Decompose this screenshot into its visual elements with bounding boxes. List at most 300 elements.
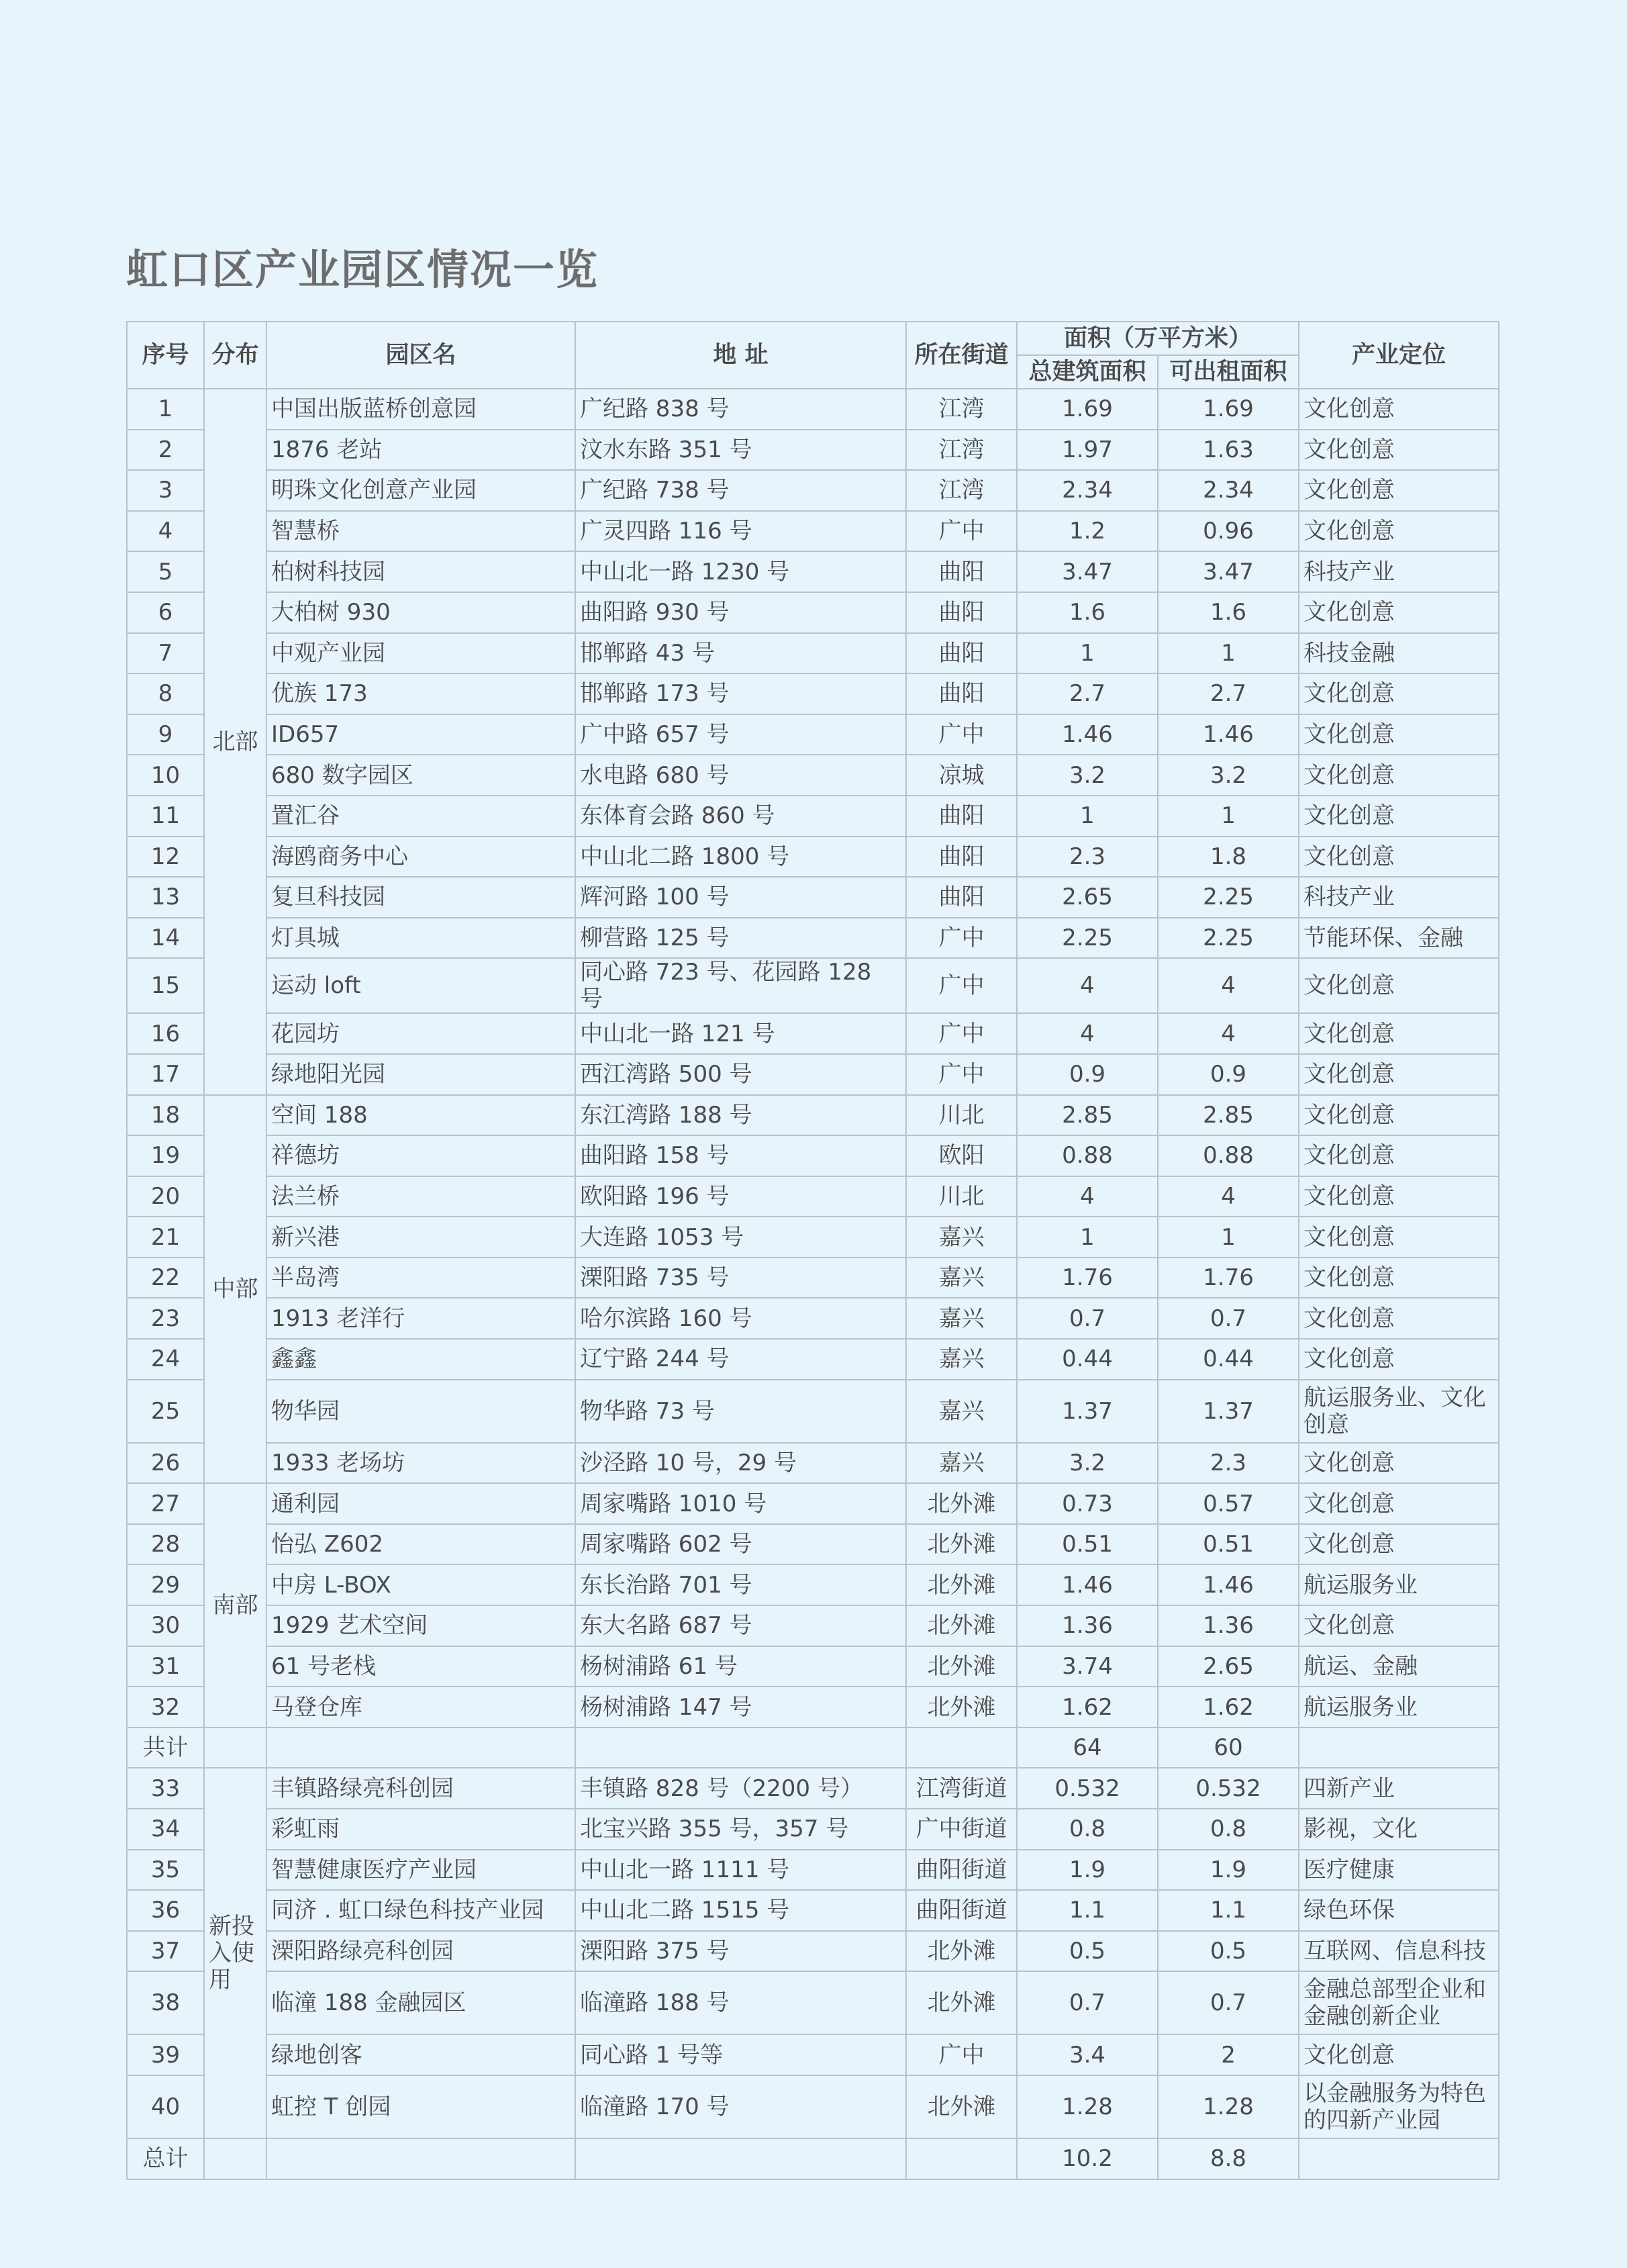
header-region: 分布 [204, 322, 266, 389]
row-park-name: 1929 艺术空间 [266, 1605, 575, 1646]
table-row [127, 673, 1499, 714]
table-row [127, 1850, 1499, 1891]
row-industry: 文化创意 [1299, 389, 1499, 430]
subtotal-row [127, 1728, 1499, 1768]
grand-total-row-empty [204, 2138, 266, 2179]
header-address: 地 址 [575, 322, 906, 389]
row-industry: 文化创意 [1299, 958, 1499, 1013]
row-total-area: 4 [1017, 1176, 1158, 1217]
row-total-area: 1.37 [1017, 1380, 1158, 1443]
row-total-area: 1.9 [1017, 1850, 1158, 1891]
subtotal-row-empty [204, 1728, 266, 1768]
row-rentable-area: 1.6 [1158, 592, 1299, 633]
row-street: 嘉兴 [906, 1443, 1017, 1484]
row-industry: 文化创意 [1299, 1054, 1499, 1095]
row-rentable-area: 0.9 [1158, 1054, 1299, 1095]
row-rentable-area: 2 [1158, 2034, 1299, 2075]
row-seq: 15 [127, 958, 204, 1013]
table-row [127, 1971, 1499, 2034]
row-seq: 18 [127, 1095, 204, 1136]
row-address: 大连路 1053 号 [575, 1217, 906, 1258]
row-address: 广灵四路 116 号 [575, 511, 906, 552]
row-rentable-area: 2.7 [1158, 673, 1299, 714]
row-park-name: 运动 loft [266, 958, 575, 1013]
row-street: 北外滩 [906, 1564, 1017, 1605]
table-row [127, 1013, 1499, 1054]
row-street: 北外滩 [906, 2075, 1017, 2138]
row-rentable-area: 1.46 [1158, 1564, 1299, 1605]
row-park-name: 祥德坊 [266, 1135, 575, 1176]
row-total-area: 1.36 [1017, 1605, 1158, 1646]
row-seq: 32 [127, 1687, 204, 1728]
row-address: 广中路 657 号 [575, 714, 906, 755]
row-industry: 文化创意 [1299, 1258, 1499, 1298]
row-industry: 影视，文化 [1299, 1809, 1499, 1850]
row-address: 曲阳路 930 号 [575, 592, 906, 633]
table-row [127, 1687, 1499, 1728]
row-address: 丰镇路 828 号（2200 号） [575, 1768, 906, 1809]
header-street: 所在街道 [906, 322, 1017, 389]
row-total-area: 1.2 [1017, 511, 1158, 552]
row-seq: 1 [127, 389, 204, 430]
row-park-name: 柏树科技园 [266, 551, 575, 592]
row-total-area: 0.7 [1017, 1298, 1158, 1339]
row-rentable-area: 1.62 [1158, 1687, 1299, 1728]
row-seq: 8 [127, 673, 204, 714]
row-park-name: 置汇谷 [266, 796, 575, 837]
subtotal-row-empty [575, 1728, 906, 1768]
row-total-area: 0.7 [1017, 1971, 1158, 2034]
row-rentable-area: 3.2 [1158, 755, 1299, 796]
row-address: 东大名路 687 号 [575, 1605, 906, 1646]
row-seq: 22 [127, 1258, 204, 1298]
row-seq: 40 [127, 2075, 204, 2138]
row-address: 曲阳路 158 号 [575, 1135, 906, 1176]
row-industry: 文化创意 [1299, 714, 1499, 755]
row-region: 新投入使用 [204, 1768, 266, 2138]
row-address: 溧阳路 375 号 [575, 1931, 906, 1972]
row-park-name: 680 数字园区 [266, 755, 575, 796]
row-rentable-area: 2.85 [1158, 1095, 1299, 1136]
row-park-name: 优族 173 [266, 673, 575, 714]
row-park-name: 61 号老栈 [266, 1646, 575, 1687]
row-rentable-area: 1.69 [1158, 389, 1299, 430]
table-body [127, 389, 1499, 2179]
row-total-area: 0.44 [1017, 1339, 1158, 1380]
row-rentable-area: 0.532 [1158, 1768, 1299, 1809]
row-seq: 24 [127, 1339, 204, 1380]
row-park-name: 虹控 T 创园 [266, 2075, 575, 2138]
row-street: 北外滩 [906, 1687, 1017, 1728]
row-total-area: 1 [1017, 796, 1158, 837]
row-rentable-area: 0.7 [1158, 1971, 1299, 2034]
row-seq: 30 [127, 1605, 204, 1646]
row-seq: 9 [127, 714, 204, 755]
row-seq: 12 [127, 837, 204, 878]
table-row [127, 2075, 1499, 2138]
table-row [127, 1890, 1499, 1931]
row-park-name: 马登仓库 [266, 1687, 575, 1728]
row-street: 江湾 [906, 470, 1017, 511]
row-address: 水电路 680 号 [575, 755, 906, 796]
row-park-name: 绿地创客 [266, 2034, 575, 2075]
row-total-area: 1.46 [1017, 1564, 1158, 1605]
row-rentable-area: 1.9 [1158, 1850, 1299, 1891]
row-street: 嘉兴 [906, 1339, 1017, 1380]
row-total-area: 3.4 [1017, 2034, 1158, 2075]
table-row [127, 1768, 1499, 1809]
row-seq: 16 [127, 1013, 204, 1054]
row-park-name: 明珠文化创意产业园 [266, 470, 575, 511]
header-rentable-area: 可出租面积 [1158, 355, 1299, 389]
grand-total-row-total-area: 10.2 [1017, 2138, 1158, 2179]
row-seq: 27 [127, 1483, 204, 1524]
row-rentable-area: 3.47 [1158, 551, 1299, 592]
row-total-area: 0.5 [1017, 1931, 1158, 1972]
row-industry: 文化创意 [1299, 1524, 1499, 1565]
row-street: 江湾 [906, 389, 1017, 430]
row-park-name: 中房 L-BOX [266, 1564, 575, 1605]
row-park-name: 1876 老站 [266, 430, 575, 471]
row-rentable-area: 2.25 [1158, 918, 1299, 959]
table-row [127, 1380, 1499, 1443]
row-industry: 科技金融 [1299, 633, 1499, 674]
row-address: 杨树浦路 147 号 [575, 1687, 906, 1728]
row-park-name: 鑫鑫 [266, 1339, 575, 1380]
row-park-name: 临潼 188 金融园区 [266, 1971, 575, 2034]
grand-total-row [127, 2138, 1499, 2179]
row-street: 曲阳街道 [906, 1890, 1017, 1931]
row-rentable-area: 4 [1158, 958, 1299, 1013]
row-address: 辽宁路 244 号 [575, 1339, 906, 1380]
row-seq: 28 [127, 1524, 204, 1565]
table-row [127, 1564, 1499, 1605]
row-address: 中山北一路 121 号 [575, 1013, 906, 1054]
row-street: 嘉兴 [906, 1258, 1017, 1298]
grand-total-row-rentable-area: 8.8 [1158, 2138, 1299, 2179]
table-row [127, 877, 1499, 918]
subtotal-row-total-area: 64 [1017, 1728, 1158, 1768]
row-address: 东长治路 701 号 [575, 1564, 906, 1605]
row-park-name: 大柏树 930 [266, 592, 575, 633]
row-seq: 3 [127, 470, 204, 511]
row-total-area: 0.88 [1017, 1135, 1158, 1176]
row-address: 汶水东路 351 号 [575, 430, 906, 471]
row-industry: 文化创意 [1299, 1135, 1499, 1176]
row-seq: 39 [127, 2034, 204, 2075]
row-park-name: 同济 . 虹口绿色科技产业园 [266, 1890, 575, 1931]
row-total-area: 3.2 [1017, 1443, 1158, 1484]
table-row [127, 511, 1499, 552]
table-row [127, 918, 1499, 959]
row-park-name: 物华园 [266, 1380, 575, 1443]
row-park-name: 智慧桥 [266, 511, 575, 552]
row-region: 北部 [204, 389, 266, 1095]
row-seq: 19 [127, 1135, 204, 1176]
table-row [127, 714, 1499, 755]
row-total-area: 0.51 [1017, 1524, 1158, 1565]
row-seq: 20 [127, 1176, 204, 1217]
row-total-area: 0.9 [1017, 1054, 1158, 1095]
row-industry: 文化创意 [1299, 430, 1499, 471]
row-address: 中山北一路 1111 号 [575, 1850, 906, 1891]
row-industry: 航运服务业 [1299, 1564, 1499, 1605]
row-street: 曲阳 [906, 877, 1017, 918]
header-total-area: 总建筑面积 [1017, 355, 1158, 389]
subtotal-row-label: 共计 [127, 1728, 204, 1768]
row-rentable-area: 0.88 [1158, 1135, 1299, 1176]
row-park-name: 丰镇路绿亮科创园 [266, 1768, 575, 1809]
row-park-name: ID657 [266, 714, 575, 755]
row-industry: 文化创意 [1299, 1013, 1499, 1054]
row-street: 北外滩 [906, 1971, 1017, 2034]
row-address: 周家嘴路 1010 号 [575, 1483, 906, 1524]
row-total-area: 1.97 [1017, 430, 1158, 471]
row-street: 北外滩 [906, 1524, 1017, 1565]
header-seq: 序号 [127, 322, 204, 389]
row-seq: 33 [127, 1768, 204, 1809]
row-industry: 文化创意 [1299, 1605, 1499, 1646]
row-rentable-area: 1 [1158, 633, 1299, 674]
row-street: 曲阳 [906, 837, 1017, 878]
row-total-area: 0.8 [1017, 1809, 1158, 1850]
row-seq: 2 [127, 430, 204, 471]
row-street: 川北 [906, 1176, 1017, 1217]
table-row [127, 389, 1499, 430]
row-street: 广中 [906, 511, 1017, 552]
row-total-area: 3.74 [1017, 1646, 1158, 1687]
table-row [127, 1258, 1499, 1298]
row-street: 江湾街道 [906, 1768, 1017, 1809]
table-row [127, 1339, 1499, 1380]
row-industry: 四新产业 [1299, 1768, 1499, 1809]
row-address: 中山北二路 1800 号 [575, 837, 906, 878]
table-row [127, 1646, 1499, 1687]
row-seq: 23 [127, 1298, 204, 1339]
grand-total-row-empty [575, 2138, 906, 2179]
row-industry: 文化创意 [1299, 1217, 1499, 1258]
row-seq: 38 [127, 1971, 204, 2034]
row-street: 广中 [906, 714, 1017, 755]
row-seq: 17 [127, 1054, 204, 1095]
row-seq: 36 [127, 1890, 204, 1931]
row-total-area: 3.2 [1017, 755, 1158, 796]
grand-total-row-empty [906, 2138, 1017, 2179]
table-row [127, 592, 1499, 633]
row-park-name: 怡弘 Z602 [266, 1524, 575, 1565]
row-park-name: 通利园 [266, 1483, 575, 1524]
row-address: 东体育会路 860 号 [575, 796, 906, 837]
subtotal-row-empty [906, 1728, 1017, 1768]
row-park-name: 彩虹雨 [266, 1809, 575, 1850]
row-address: 中山北二路 1515 号 [575, 1890, 906, 1931]
row-address: 西江湾路 500 号 [575, 1054, 906, 1095]
subtotal-row-empty [266, 1728, 575, 1768]
table-row [127, 633, 1499, 674]
row-seq: 7 [127, 633, 204, 674]
row-industry: 航运服务业 [1299, 1687, 1499, 1728]
row-rentable-area: 2.25 [1158, 877, 1299, 918]
row-address: 柳营路 125 号 [575, 918, 906, 959]
row-address: 同心路 1 号等 [575, 2034, 906, 2075]
row-total-area: 2.7 [1017, 673, 1158, 714]
row-rentable-area: 4 [1158, 1013, 1299, 1054]
row-industry: 绿色环保 [1299, 1890, 1499, 1931]
row-industry: 以金融服务为特色的四新产业园 [1299, 2075, 1499, 2138]
row-rentable-area: 0.96 [1158, 511, 1299, 552]
row-total-area: 0.73 [1017, 1483, 1158, 1524]
row-street: 广中 [906, 958, 1017, 1013]
row-street: 江湾 [906, 430, 1017, 471]
row-seq: 29 [127, 1564, 204, 1605]
row-rentable-area: 0.7 [1158, 1298, 1299, 1339]
row-park-name: 复旦科技园 [266, 877, 575, 918]
row-industry: 互联网、信息科技 [1299, 1931, 1499, 1972]
row-rentable-area: 1.36 [1158, 1605, 1299, 1646]
row-total-area: 2.65 [1017, 877, 1158, 918]
row-park-name: 新兴港 [266, 1217, 575, 1258]
row-rentable-area: 2.34 [1158, 470, 1299, 511]
row-park-name: 智慧健康医疗产业园 [266, 1850, 575, 1891]
row-seq: 34 [127, 1809, 204, 1850]
row-street: 北外滩 [906, 1483, 1017, 1524]
row-park-name: 中国出版蓝桥创意园 [266, 389, 575, 430]
table-row [127, 1483, 1499, 1524]
row-total-area: 1 [1017, 633, 1158, 674]
industrial-parks-table [126, 321, 1499, 2180]
row-park-name: 1933 老场坊 [266, 1443, 575, 1484]
row-rentable-area: 1.46 [1158, 714, 1299, 755]
table-row [127, 958, 1499, 1013]
table-row [127, 1931, 1499, 1972]
table-row [127, 430, 1499, 471]
row-seq: 14 [127, 918, 204, 959]
row-industry: 航运服务业、文化创意 [1299, 1380, 1499, 1443]
table-row [127, 1176, 1499, 1217]
row-total-area: 1.76 [1017, 1258, 1158, 1298]
table-row [127, 1054, 1499, 1095]
row-park-name: 法兰桥 [266, 1176, 575, 1217]
row-address: 邯郸路 173 号 [575, 673, 906, 714]
row-seq: 6 [127, 592, 204, 633]
row-address: 物华路 73 号 [575, 1380, 906, 1443]
row-seq: 26 [127, 1443, 204, 1484]
row-industry: 文化创意 [1299, 837, 1499, 878]
row-address: 中山北一路 1230 号 [575, 551, 906, 592]
row-industry: 科技产业 [1299, 877, 1499, 918]
row-total-area: 4 [1017, 958, 1158, 1013]
row-industry: 文化创意 [1299, 755, 1499, 796]
row-street: 北外滩 [906, 1646, 1017, 1687]
row-park-name: 空间 188 [266, 1095, 575, 1136]
row-seq: 11 [127, 796, 204, 837]
row-street: 广中 [906, 1054, 1017, 1095]
table-row [127, 2034, 1499, 2075]
row-industry: 文化创意 [1299, 1339, 1499, 1380]
row-street: 川北 [906, 1095, 1017, 1136]
grand-total-row-empty [266, 2138, 575, 2179]
row-street: 曲阳街道 [906, 1850, 1017, 1891]
row-seq: 25 [127, 1380, 204, 1443]
row-industry: 节能环保、金融 [1299, 918, 1499, 959]
row-industry: 航运、金融 [1299, 1646, 1499, 1687]
row-rentable-area: 0.51 [1158, 1524, 1299, 1565]
row-address: 周家嘴路 602 号 [575, 1524, 906, 1565]
table-row [127, 1135, 1499, 1176]
row-industry: 文化创意 [1299, 511, 1499, 552]
row-street: 嘉兴 [906, 1217, 1017, 1258]
row-rentable-area: 1.8 [1158, 837, 1299, 878]
grand-total-row-empty [1299, 2138, 1499, 2179]
row-total-area: 1.28 [1017, 2075, 1158, 2138]
row-address: 欧阳路 196 号 [575, 1176, 906, 1217]
row-seq: 10 [127, 755, 204, 796]
row-industry: 文化创意 [1299, 2034, 1499, 2075]
row-address: 沙泾路 10 号，29 号 [575, 1443, 906, 1484]
table-row [127, 1443, 1499, 1484]
row-park-name: 溧阳路绿亮科创园 [266, 1931, 575, 1972]
row-park-name: 1913 老洋行 [266, 1298, 575, 1339]
row-park-name: 花园坊 [266, 1013, 575, 1054]
row-industry: 文化创意 [1299, 1298, 1499, 1339]
row-rentable-area: 1.28 [1158, 2075, 1299, 2138]
row-rentable-area: 1 [1158, 796, 1299, 837]
row-rentable-area: 1.37 [1158, 1380, 1299, 1443]
row-street: 曲阳 [906, 551, 1017, 592]
row-park-name: 灯具城 [266, 918, 575, 959]
row-rentable-area: 2.3 [1158, 1443, 1299, 1484]
row-street: 广中 [906, 918, 1017, 959]
row-address: 杨树浦路 61 号 [575, 1646, 906, 1687]
row-address: 辉河路 100 号 [575, 877, 906, 918]
row-rentable-area: 0.57 [1158, 1483, 1299, 1524]
row-seq: 5 [127, 551, 204, 592]
row-address: 同心路 723 号、花园路 128 号 [575, 958, 906, 1013]
row-street: 嘉兴 [906, 1380, 1017, 1443]
table-row [127, 837, 1499, 878]
row-rentable-area: 1.76 [1158, 1258, 1299, 1298]
table-row [127, 1524, 1499, 1565]
row-rentable-area: 1.1 [1158, 1890, 1299, 1931]
row-seq: 21 [127, 1217, 204, 1258]
row-address: 广纪路 738 号 [575, 470, 906, 511]
row-rentable-area: 0.5 [1158, 1931, 1299, 1972]
row-rentable-area: 1.63 [1158, 430, 1299, 471]
row-street: 北外滩 [906, 1931, 1017, 1972]
row-seq: 37 [127, 1931, 204, 1972]
subtotal-row-rentable-area: 60 [1158, 1728, 1299, 1768]
grand-total-row-label: 总计 [127, 2138, 204, 2179]
row-industry: 文化创意 [1299, 796, 1499, 837]
page-title: 虹口区产业园区情况一览 [126, 245, 599, 294]
row-seq: 4 [127, 511, 204, 552]
table-row [127, 1298, 1499, 1339]
table-row [127, 755, 1499, 796]
row-street: 广中街道 [906, 1809, 1017, 1850]
table-row [127, 1095, 1499, 1136]
row-total-area: 3.47 [1017, 551, 1158, 592]
row-total-area: 1 [1017, 1217, 1158, 1258]
row-total-area: 2.25 [1017, 918, 1158, 959]
row-total-area: 4 [1017, 1013, 1158, 1054]
subtotal-row-empty [1299, 1728, 1499, 1768]
row-total-area: 0.532 [1017, 1768, 1158, 1809]
row-industry: 医疗健康 [1299, 1850, 1499, 1891]
row-park-name: 中观产业园 [266, 633, 575, 674]
row-seq: 35 [127, 1850, 204, 1891]
row-rentable-area: 2.65 [1158, 1646, 1299, 1687]
row-total-area: 2.34 [1017, 470, 1158, 511]
